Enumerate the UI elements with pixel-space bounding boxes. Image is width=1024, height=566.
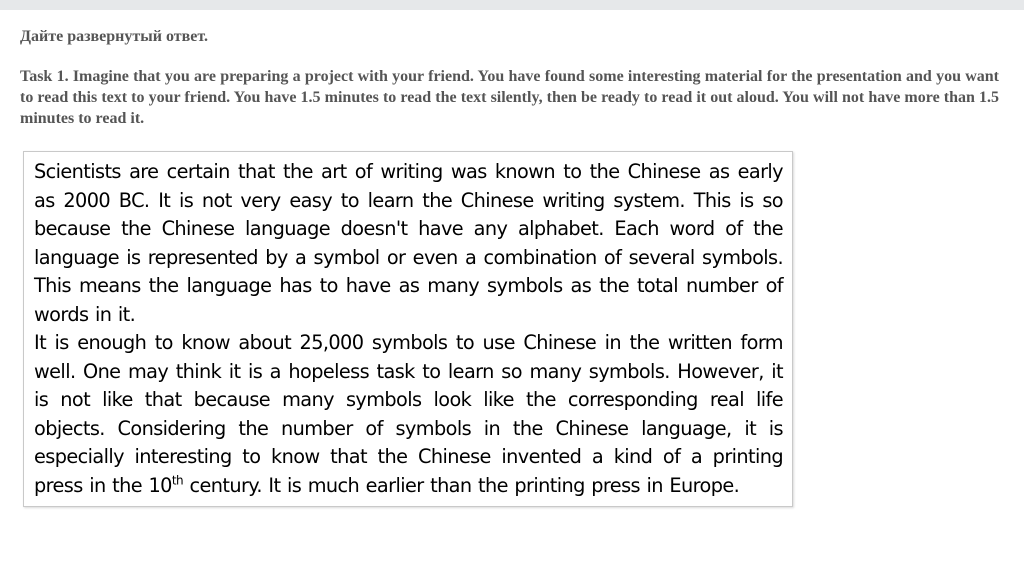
reading-text bbox=[34, 158, 783, 500]
instruction-heading: Дайте развернутый ответ. bbox=[20, 28, 208, 45]
top-bar bbox=[0, 0, 1024, 10]
reading-paragraph-2-start: It is enough to know about 25,000 symbols to use Chinese in the written form well. One may think it is a hopeless task to learn so many symbols. However, it is not like that because many symbols look like the corresponding real life objects. Considering the number of symbols in the Chinese language, it is especially interesting to know that the Chinese invented a kind of a printing press in the 10 bbox=[34, 331, 783, 497]
reading-paragraph-2-end: century. It is much earlier than the printing press in Europe. bbox=[182, 473, 740, 497]
reading-text-box bbox=[23, 151, 793, 507]
ordinal-suffix: th bbox=[171, 473, 183, 488]
reading-paragraph-2 bbox=[34, 331, 783, 497]
reading-paragraph-1: Scientists are certain that the art of writing was known to the Chinese as early as 2000 BC. It is not very easy to learn the Chinese writing system. This is so because the Chinese language doesn't have any alphabet. Each word of the language is represented by a symbol or even a combination of several symbols. This means the language has to have as many symbols as the total number of words in it. bbox=[34, 160, 783, 326]
task-description: Task 1. Imagine that you are preparing a project with your friend. You have found some interesting material for the presentation and you want to read this text to your friend. You have 1.5 minutes to read the text silently, then be ready to read it out aloud. You will not have more than 1.5 minutes to read it. bbox=[20, 68, 999, 127]
